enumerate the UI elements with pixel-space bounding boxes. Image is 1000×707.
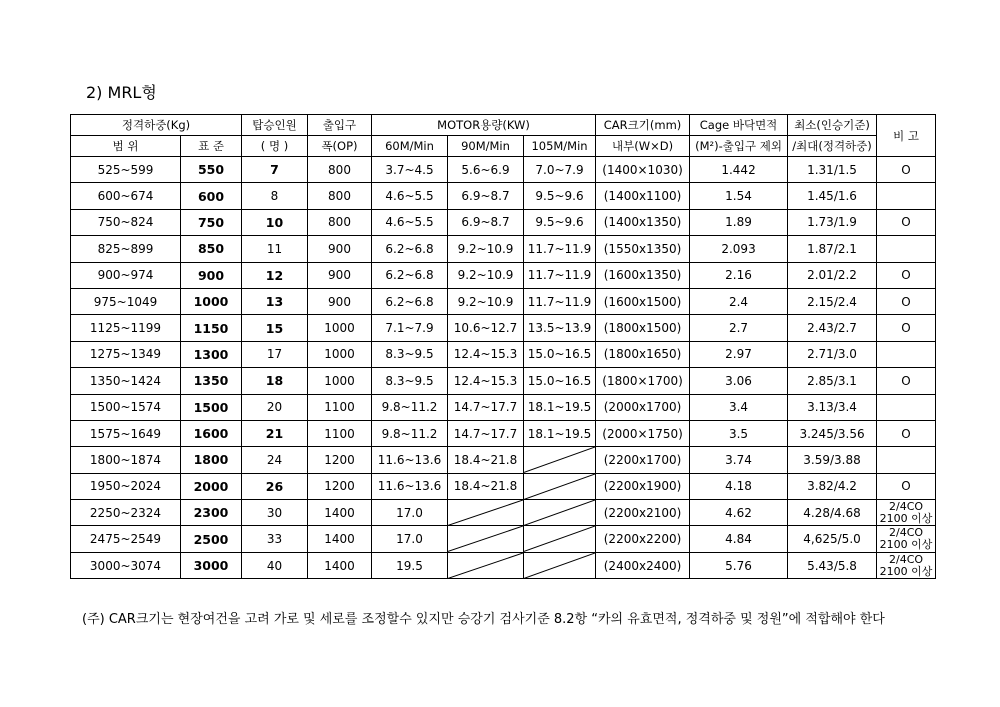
area-cell: 3.06 [690,368,788,394]
standard-cell: 1000 [181,288,242,314]
car-size-cell: (1800×1700) [596,368,690,394]
remarks-cell: 2/4CO 2100 이상 [877,552,936,578]
header-inner-size: 내부(W×D) [596,136,690,157]
area-cell: 2.16 [690,262,788,288]
motor-90-cell: 14.7~17.7 [448,420,524,446]
table-row [71,526,936,552]
range-cell: 1800~1874 [71,447,181,473]
min-max-cell: 3.59/3.88 [788,447,877,473]
remarks-cell: O [877,368,936,394]
standard-cell: 1300 [181,341,242,367]
remarks-cell: O [877,420,936,446]
table-row [71,183,936,209]
remarks-cell: 2/4CO 2100 이상 [877,526,936,552]
table-row [71,368,936,394]
persons-cell: 18 [242,368,308,394]
range-cell: 900~974 [71,262,181,288]
min-max-cell: 4,625/5.0 [788,526,877,552]
min-max-cell: 3.245/3.56 [788,420,877,446]
area-cell: 3.5 [690,420,788,446]
range-cell: 525~599 [71,157,181,183]
motor-90-cell-empty [448,526,524,552]
car-size-cell: (2200x1700) [596,447,690,473]
header-area-unit: (M²)-출입구 제외 [690,136,788,157]
table-row [71,447,936,473]
remarks-cell [877,236,936,262]
table-row [71,209,936,235]
diagonal-strike [448,526,523,551]
motor-105-cell: 13.5~13.9 [524,315,596,341]
header-105m: 105M/Min [524,136,596,157]
range-cell: 1575~1649 [71,420,181,446]
range-cell: 600~674 [71,183,181,209]
car-size-cell: (2200x1900) [596,473,690,499]
standard-cell: 1600 [181,420,242,446]
motor-105-cell-empty [524,447,596,473]
header-remarks: 비 고 [877,115,936,157]
motor-90-cell-empty [448,552,524,578]
motor-60-cell: 6.2~6.8 [372,262,448,288]
car-size-cell: (1550x1350) [596,236,690,262]
remarks-cell: O [877,473,936,499]
motor-90-cell: 18.4~21.8 [448,447,524,473]
header-60m: 60M/Min [372,136,448,157]
remarks-cell: O [877,288,936,314]
persons-cell: 8 [242,183,308,209]
standard-cell: 2500 [181,526,242,552]
motor-105-cell: 9.5~9.6 [524,209,596,235]
op-width-cell: 800 [308,183,372,209]
table-row [71,552,936,578]
motor-90-cell: 10.6~12.7 [448,315,524,341]
header-car-size: CAR크기(mm) [596,115,690,136]
area-cell: 2.97 [690,341,788,367]
footnote: (주) CAR크기는 현장여건을 고려 가로 및 세로를 조정할수 있지만 승강기 검사기준 8.2항 “카의 유효면적, 정격하중 및 정원”에 적합해야 한다 [82,612,885,627]
area-cell: 5.76 [690,552,788,578]
header-min: 최소(인승기준) [788,115,877,136]
car-size-cell: (1400x1350) [596,209,690,235]
range-cell: 975~1049 [71,288,181,314]
min-max-cell: 3.13/3.4 [788,394,877,420]
area-cell: 1.442 [690,157,788,183]
header-90m: 90M/Min [448,136,524,157]
header-max: /최대(정격하중) [788,136,877,157]
op-width-cell: 1200 [308,473,372,499]
op-width-cell: 1000 [308,368,372,394]
op-width-cell: 900 [308,236,372,262]
car-size-cell: (1400×1030) [596,157,690,183]
area-cell: 4.18 [690,473,788,499]
range-cell: 1500~1574 [71,394,181,420]
diagonal-strike [448,553,523,578]
persons-cell: 10 [242,209,308,235]
op-width-cell: 1400 [308,526,372,552]
motor-105-cell: 15.0~16.5 [524,341,596,367]
op-width-cell: 1000 [308,315,372,341]
car-size-cell: (1600x1350) [596,262,690,288]
motor-105-cell-empty [524,500,596,526]
motor-90-cell: 6.9~8.7 [448,209,524,235]
motor-105-cell-empty [524,526,596,552]
motor-60-cell: 6.2~6.8 [372,288,448,314]
range-cell: 750~824 [71,209,181,235]
min-max-cell: 2.85/3.1 [788,368,877,394]
motor-105-cell: 18.1~19.5 [524,420,596,446]
motor-60-cell: 9.8~11.2 [372,394,448,420]
header-row-2 [71,136,936,157]
car-size-cell: (1800x1500) [596,315,690,341]
car-size-cell: (2200x2200) [596,526,690,552]
motor-90-cell: 6.9~8.7 [448,183,524,209]
motor-60-cell: 3.7~4.5 [372,157,448,183]
area-cell: 4.84 [690,526,788,552]
header-range: 범 위 [71,136,181,157]
op-width-cell: 1400 [308,552,372,578]
motor-90-cell: 12.4~15.3 [448,368,524,394]
remarks-cell: O [877,262,936,288]
persons-cell: 11 [242,236,308,262]
table-row [71,394,936,420]
range-cell: 1350~1424 [71,368,181,394]
area-cell: 3.74 [690,447,788,473]
car-size-cell: (2200x2100) [596,500,690,526]
range-cell: 1275~1349 [71,341,181,367]
motor-60-cell: 9.8~11.2 [372,420,448,446]
table-row [71,420,936,446]
persons-cell: 30 [242,500,308,526]
persons-cell: 17 [242,341,308,367]
persons-cell: 20 [242,394,308,420]
diagonal-strike [448,500,523,525]
header-entrance: 출입구 [308,115,372,136]
diagonal-strike [524,553,595,578]
table-body [71,157,936,579]
standard-cell: 2000 [181,473,242,499]
area-cell: 1.54 [690,183,788,209]
standard-cell: 750 [181,209,242,235]
mrl-spec-table [70,114,936,579]
persons-cell: 15 [242,315,308,341]
remarks-cell [877,447,936,473]
persons-cell: 7 [242,157,308,183]
op-width-cell: 800 [308,157,372,183]
section-title: 2) MRL형 [86,83,157,102]
motor-105-cell-empty [524,552,596,578]
persons-cell: 13 [242,288,308,314]
range-cell: 2250~2324 [71,500,181,526]
remarks-cell [877,341,936,367]
area-cell: 2.4 [690,288,788,314]
op-width-cell: 1100 [308,420,372,446]
remarks-cell [877,394,936,420]
table-row [71,262,936,288]
motor-105-cell: 7.0~7.9 [524,157,596,183]
motor-60-cell: 17.0 [372,500,448,526]
car-size-cell: (2000x1700) [596,394,690,420]
motor-90-cell: 12.4~15.3 [448,341,524,367]
range-cell: 1950~2024 [71,473,181,499]
motor-60-cell: 17.0 [372,526,448,552]
persons-cell: 33 [242,526,308,552]
min-max-cell: 1.73/1.9 [788,209,877,235]
motor-105-cell: 11.7~11.9 [524,288,596,314]
min-max-cell: 2.01/2.2 [788,262,877,288]
standard-cell: 600 [181,183,242,209]
motor-105-cell: 18.1~19.5 [524,394,596,420]
diagonal-strike [524,447,595,472]
motor-60-cell: 6.2~6.8 [372,236,448,262]
op-width-cell: 1400 [308,500,372,526]
table-row [71,500,936,526]
header-persons: 탑승인원 [242,115,308,136]
motor-90-cell: 14.7~17.7 [448,394,524,420]
op-width-cell: 800 [308,209,372,235]
table-row [71,473,936,499]
header-rated-load: 정격하중(Kg) [71,115,242,136]
standard-cell: 2300 [181,500,242,526]
min-max-cell: 1.31/1.5 [788,157,877,183]
table-row [71,341,936,367]
motor-60-cell: 8.3~9.5 [372,368,448,394]
range-cell: 2475~2549 [71,526,181,552]
motor-90-cell: 18.4~21.8 [448,473,524,499]
car-size-cell: (2000×1750) [596,420,690,446]
table-row [71,288,936,314]
diagonal-strike [524,526,595,551]
car-size-cell: (2400x2400) [596,552,690,578]
motor-90-cell: 5.6~6.9 [448,157,524,183]
min-max-cell: 2.43/2.7 [788,315,877,341]
car-size-cell: (1400x1100) [596,183,690,209]
motor-90-cell: 9.2~10.9 [448,288,524,314]
diagonal-strike [524,474,595,499]
standard-cell: 1500 [181,394,242,420]
op-width-cell: 1200 [308,447,372,473]
range-cell: 825~899 [71,236,181,262]
min-max-cell: 4.28/4.68 [788,500,877,526]
range-cell: 1125~1199 [71,315,181,341]
standard-cell: 1800 [181,447,242,473]
range-cell: 3000~3074 [71,552,181,578]
area-cell: 3.4 [690,394,788,420]
op-width-cell: 900 [308,262,372,288]
table-row [71,236,936,262]
header-row-1 [71,115,936,136]
car-size-cell: (1800x1650) [596,341,690,367]
motor-105-cell: 11.7~11.9 [524,236,596,262]
remarks-cell [877,183,936,209]
persons-cell: 12 [242,262,308,288]
remarks-cell: O [877,315,936,341]
motor-60-cell: 11.6~13.6 [372,447,448,473]
motor-60-cell: 4.6~5.5 [372,209,448,235]
table-row [71,315,936,341]
area-cell: 2.093 [690,236,788,262]
standard-cell: 1350 [181,368,242,394]
standard-cell: 3000 [181,552,242,578]
header-motor: MOTOR용량(KW) [372,115,596,136]
op-width-cell: 1100 [308,394,372,420]
motor-60-cell: 7.1~7.9 [372,315,448,341]
header-standard: 표 준 [181,136,242,157]
min-max-cell: 2.71/3.0 [788,341,877,367]
motor-105-cell-empty [524,473,596,499]
persons-cell: 26 [242,473,308,499]
min-max-cell: 1.45/1.6 [788,183,877,209]
op-width-cell: 900 [308,288,372,314]
standard-cell: 1150 [181,315,242,341]
standard-cell: 900 [181,262,242,288]
motor-90-cell: 9.2~10.9 [448,262,524,288]
op-width-cell: 1000 [308,341,372,367]
table-row [71,157,936,183]
area-cell: 4.62 [690,500,788,526]
motor-60-cell: 8.3~9.5 [372,341,448,367]
motor-90-cell: 9.2~10.9 [448,236,524,262]
min-max-cell: 5.43/5.8 [788,552,877,578]
motor-90-cell-empty [448,500,524,526]
motor-105-cell: 9.5~9.6 [524,183,596,209]
persons-cell: 24 [242,447,308,473]
area-cell: 1.89 [690,209,788,235]
motor-60-cell: 11.6~13.6 [372,473,448,499]
header-cage-area: Cage 바닥면적 [690,115,788,136]
standard-cell: 550 [181,157,242,183]
persons-cell: 40 [242,552,308,578]
remarks-cell: O [877,209,936,235]
motor-60-cell: 19.5 [372,552,448,578]
persons-cell: 21 [242,420,308,446]
car-size-cell: (1600x1500) [596,288,690,314]
area-cell: 2.7 [690,315,788,341]
header-persons-unit: ( 명 ) [242,136,308,157]
min-max-cell: 2.15/2.4 [788,288,877,314]
motor-105-cell: 15.0~16.5 [524,368,596,394]
remarks-cell: O [877,157,936,183]
min-max-cell: 1.87/2.1 [788,236,877,262]
motor-60-cell: 4.6~5.5 [372,183,448,209]
diagonal-strike [524,500,595,525]
min-max-cell: 3.82/4.2 [788,473,877,499]
motor-105-cell: 11.7~11.9 [524,262,596,288]
standard-cell: 850 [181,236,242,262]
header-op-width: 폭(OP) [308,136,372,157]
remarks-cell: 2/4CO 2100 이상 [877,500,936,526]
